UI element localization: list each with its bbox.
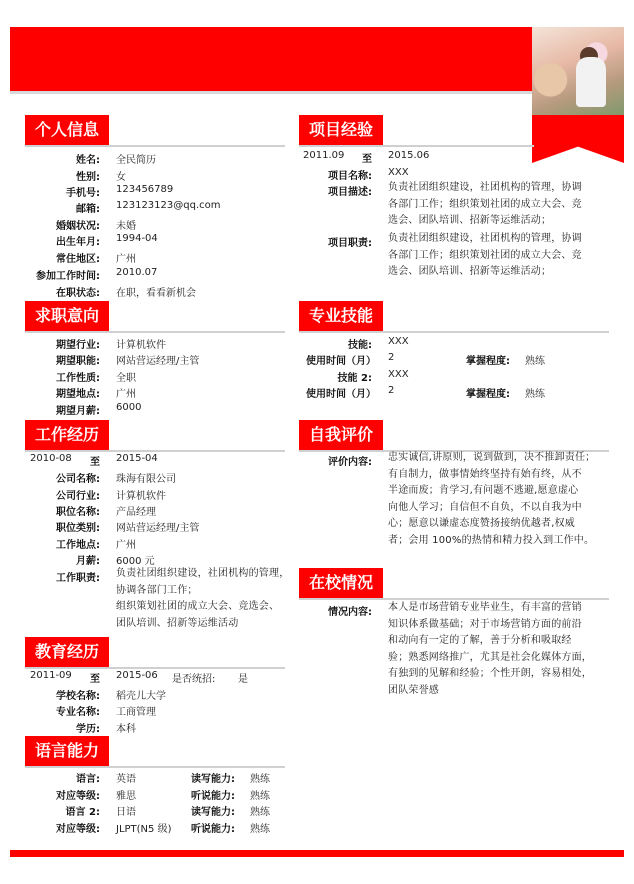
section-intent-divider [25, 331, 285, 333]
time1-label: 使用时间（月） [306, 356, 376, 367]
nature-value: 全职 [116, 373, 136, 384]
section-education-divider [25, 667, 285, 669]
company-industry-value: 计算机软件 [116, 491, 166, 502]
lang1-value: 英语 [116, 774, 136, 785]
section-work-title: 工作经历 [25, 420, 109, 450]
section-personal-divider [25, 145, 285, 147]
birth-label: 出生年月: [56, 237, 100, 248]
project-start-date: 2011.09 [303, 150, 345, 161]
job-title-label: 职位名称: [56, 507, 100, 518]
monthly-value: 6000 元 [116, 556, 155, 567]
degree-label: 学历: [76, 724, 100, 735]
skill1-label: 技能: [348, 340, 372, 351]
project-desc-label: 项目描述: [328, 187, 372, 198]
ls1-label: 听说能力: [191, 791, 235, 802]
campus-line: 团队荣誉感 [388, 684, 439, 696]
company-industry-label: 公司行业: [56, 491, 100, 502]
edu-start-date: 2011-09 [30, 670, 72, 681]
section-language-title: 语言能力 [25, 736, 109, 766]
section-personal-title: 个人信息 [25, 115, 109, 145]
skill1-value: XXX [388, 336, 409, 347]
skill2-value: XXX [388, 369, 409, 380]
degree-value: 本科 [116, 724, 136, 735]
self-line: 心；愿意以谦虚态度赞扬接纳优越者,权威 [388, 518, 575, 529]
position-label: 期望职能: [56, 356, 100, 367]
birth-value: 1994-04 [116, 233, 158, 244]
campus-line: 有独到的见解和经验；个性开朗，容易相处， [388, 668, 592, 679]
project-desc-text [388, 180, 608, 230]
level2-label: 对应等级: [56, 824, 100, 835]
phone-value: 123456789 [116, 184, 174, 195]
campus-line: 本人是市场营销专业毕业生，有丰富的营销 [388, 602, 582, 613]
work-duty-text [116, 566, 296, 632]
self-line: 半途而废；肯学习,有问题不逃避,愿意虚心 [388, 485, 579, 496]
section-intent-title: 求职意向 [25, 301, 109, 331]
section-project-title: 项目经验 [299, 115, 383, 145]
monthly-label: 月薪: [76, 556, 100, 567]
skill2-label: 技能 2: [337, 373, 372, 384]
self-line: 者；会用 100%的热情和精力投入到工作中。 [388, 534, 595, 546]
campus-line: 验；熟悉网络推广，尤其是社会化媒体方面， [388, 651, 592, 663]
ls2-label: 听说能力: [191, 824, 235, 835]
self-line: 有自制力，做事情始终坚持有始有终，从不 [388, 468, 582, 480]
self-label: 评价内容: [328, 457, 372, 468]
project-name-value: XXX [388, 167, 409, 178]
project-duty-label: 项目职责: [328, 238, 372, 249]
project-duty-line: 选会、团队培训、招新等运维活动； [388, 266, 552, 277]
edu-end-date: 2015-06 [116, 670, 158, 681]
time2-value: 2 [388, 385, 395, 396]
salary-value: 6000 [116, 402, 142, 413]
work-duty-line: 负责社团组织建设，社团机构的管理， [116, 568, 290, 579]
section-education-title: 教育经历 [25, 637, 109, 667]
project-duty-line: 各部门工作；组织策划社团的成立大会、竞 [388, 249, 582, 261]
gender-label: 性别: [76, 172, 100, 183]
campus-line: 知识体系做基础；对于市场营销方面的前沿 [388, 618, 582, 630]
rw2-label: 读写能力: [191, 807, 235, 818]
edu-to-label: 至 [90, 674, 100, 685]
industry-label: 期望行业: [56, 340, 100, 351]
location-value: 广州 [116, 389, 136, 400]
ls1-value: 熟练 [250, 791, 270, 802]
lang2-label: 语言 2: [65, 807, 100, 818]
campus-label: 情况内容: [328, 607, 372, 618]
section-project-divider [299, 145, 534, 147]
residence-value: 广州 [116, 254, 136, 265]
job-type-label: 职位类别: [56, 523, 100, 534]
unified-label: 是否统招: [172, 674, 216, 685]
mastery2-label: 掌握程度: [466, 389, 510, 400]
work-end-date: 2015-04 [116, 453, 158, 464]
photo-ribbon [532, 115, 624, 163]
section-work-divider [25, 450, 285, 452]
section-self-title: 自我评价 [299, 420, 383, 450]
email-value: 123123123@qq.com [116, 200, 221, 211]
project-desc-line: 负责社团组织建设，社团机构的管理，协调 [388, 182, 582, 193]
location-label: 期望地点: [56, 389, 100, 400]
mastery1-label: 掌握程度: [466, 356, 510, 367]
major-value: 工商管理 [116, 707, 156, 718]
campus-text [388, 600, 613, 699]
section-campus-title: 在校情况 [299, 568, 383, 598]
industry-value: 计算机软件 [116, 340, 166, 351]
marital-value: 未婚 [116, 221, 136, 232]
status-label: 在职状态: [56, 288, 100, 299]
mastery2-value: 熟练 [525, 389, 545, 400]
level1-label: 对应等级: [56, 791, 100, 802]
school-label: 学校名称: [56, 691, 100, 702]
work-duty-line: 团队培训、招新等运维活动 [116, 617, 239, 629]
phone-label: 手机号: [66, 188, 100, 199]
section-skills-title: 专业技能 [299, 301, 383, 331]
campus-line: 和动向有一定的了解，善于分析和吸取经 [388, 635, 572, 646]
self-text [388, 450, 613, 549]
status-value: 在职，看看新机会 [116, 288, 196, 299]
name-value: 全民简历 [116, 155, 156, 166]
salary-label: 期望月薪: [56, 406, 100, 417]
level2-value: JLPT(N5 级) [116, 824, 172, 835]
self-line: 忠实诚信,讲原则，说到做到，决不推卸责任； [388, 452, 596, 463]
self-line: 向他人学习；自信但不自负，不以自我为中 [388, 501, 582, 513]
major-label: 专业名称: [56, 707, 100, 718]
workstart-label: 参加工作时间: [36, 271, 100, 282]
section-skills-divider [299, 331, 609, 333]
footer-banner [10, 850, 624, 857]
project-name-label: 项目名称: [328, 171, 372, 182]
workstart-value: 2010.07 [116, 267, 158, 278]
rw2-value: 熟练 [250, 807, 270, 818]
work-place-label: 工作地点: [56, 540, 100, 551]
name-label: 姓名: [76, 155, 100, 166]
school-value: 稻壳儿大学 [116, 691, 166, 702]
rw1-label: 读写能力: [191, 774, 235, 785]
lang2-value: 日语 [116, 807, 136, 818]
job-type-value: 网站营运经理/主管 [116, 523, 200, 534]
job-title-value: 产品经理 [116, 507, 156, 518]
unified-value: 是 [238, 674, 248, 685]
lang1-label: 语言: [76, 774, 100, 785]
residence-label: 常住地区: [56, 254, 100, 265]
project-end-date: 2015.06 [388, 150, 430, 161]
rw1-value: 熟练 [250, 774, 270, 785]
work-start-date: 2010-08 [30, 453, 72, 464]
mastery1-value: 熟练 [525, 356, 545, 367]
work-duty-line: 协调各部门工作； [116, 584, 198, 596]
photo-person-body [576, 57, 606, 107]
time1-value: 2 [388, 352, 395, 363]
company-value: 珠海有限公司 [116, 474, 176, 485]
profile-photo [532, 27, 624, 115]
email-label: 邮箱: [76, 204, 100, 215]
project-duty-text [388, 231, 608, 281]
project-desc-line: 选会、团队培训、招新等运维活动； [388, 215, 552, 226]
work-to-label: 至 [90, 457, 100, 468]
work-place-value: 广州 [116, 540, 136, 551]
project-desc-line: 各部门工作；组织策划社团的成立大会、竞 [388, 198, 582, 210]
ls2-value: 熟练 [250, 824, 270, 835]
level1-value: 雅思 [116, 791, 136, 802]
work-duty-label: 工作职责: [56, 573, 100, 584]
project-to-label: 至 [362, 154, 372, 165]
project-duty-line: 负责社团组织建设，社团机构的管理，协调 [388, 233, 582, 244]
gender-value: 女 [116, 172, 126, 183]
time2-label: 使用时间（月） [306, 389, 376, 400]
position-value: 网站营运经理/主管 [116, 356, 200, 367]
company-label: 公司名称: [56, 474, 100, 485]
section-language-divider [25, 766, 285, 768]
marital-label: 婚姻状况: [56, 221, 100, 232]
nature-label: 工作性质: [56, 373, 100, 384]
work-duty-line: 组织策划社团的成立大会、竞选会、 [116, 601, 280, 612]
